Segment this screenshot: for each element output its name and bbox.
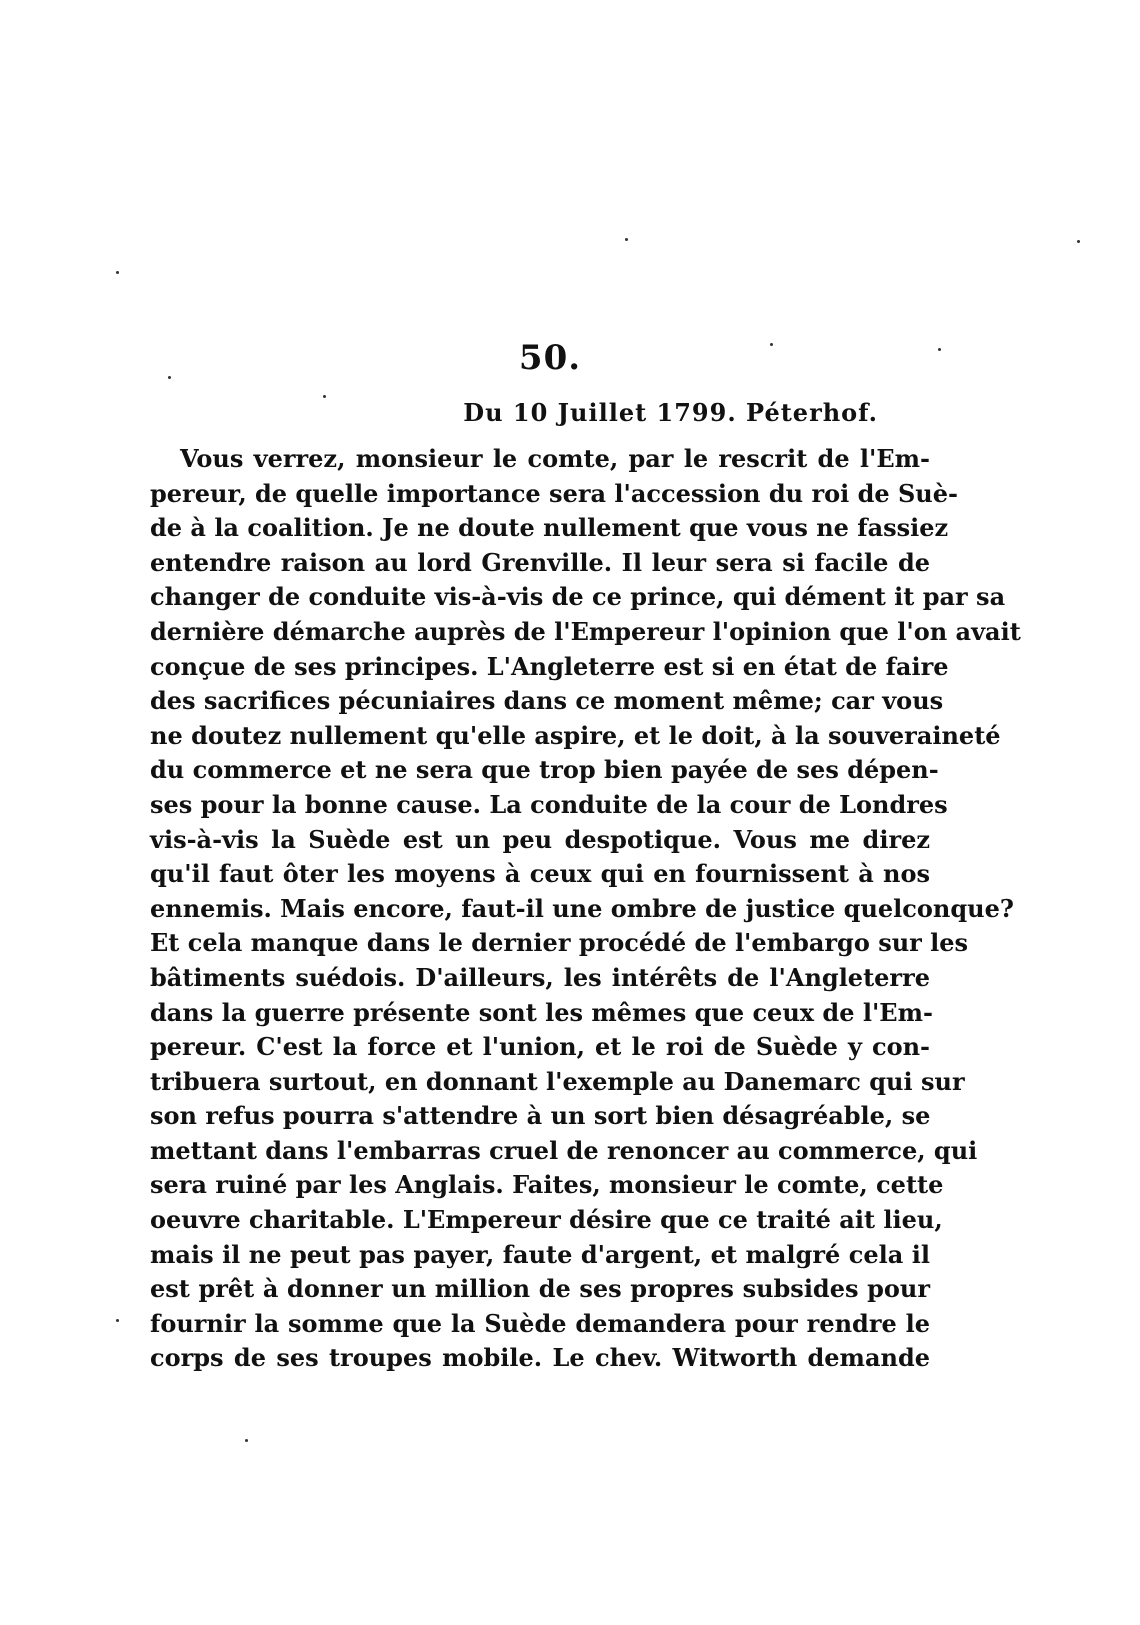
text-line: mettant dans l'embarras cruel de renoncer au commerce, qui (150, 1135, 978, 1165)
text-line: ne doutez nullement qu'elle aspire, et le doit, à la souveraineté (150, 720, 1001, 750)
scan-speck (938, 348, 941, 351)
text-line: conçue de ses principes. L'Angleterre est si en état de faire (150, 651, 949, 681)
scan-speck (323, 395, 326, 398)
text-line: sera ruiné par les Anglais. Faites, monsieur le comte, cette (150, 1170, 944, 1200)
text-line: pereur. C'est la force et l'union, et le roi de Suède y con- (150, 1032, 930, 1062)
text-line: Vous verrez, monsieur le comte, par le rescrit de l'Em- (180, 444, 930, 473)
text-line: pereur, de quelle importance sera l'accession du roi de Suè- (150, 478, 958, 508)
text-line: corps de ses troupes mobile. Le chev. Witworth demande (150, 1343, 930, 1373)
text-line: de à la coalition. Je ne doute nullement que vous ne fassiez (150, 513, 949, 543)
letter-body (150, 442, 1021, 1376)
text-line: oeuvre charitable. L'Empereur désire que ce traité ait lieu, (150, 1205, 943, 1235)
scan-speck (1077, 240, 1080, 243)
letter-number: 50. (518, 338, 582, 378)
text-line: du commerce et ne sera que trop bien payée de ses dépen- (150, 755, 939, 785)
text-line: changer de conduite vis-à-vis de ce prince, qui dément it par sa (150, 582, 1006, 612)
text-line: tribuera surtout, en donnant l'exemple au Danemarc qui sur (150, 1066, 965, 1096)
text-line: bâtiments suédois. D'ailleurs, les intérêts de l'Angleterre (150, 962, 930, 992)
scan-speck (770, 343, 773, 346)
scan-speck (168, 376, 171, 379)
text-line: des sacrifices pécuniaires dans ce moment même; car vous (150, 686, 944, 716)
text-line: dernière démarche auprès de l'Empereur l'opinion que l'on avait (150, 616, 1021, 646)
scan-speck (116, 271, 119, 274)
text-line: son refus pourra s'attendre à un sort bien désagréable, se (150, 1101, 931, 1131)
dateline: Du 10 Juillet 1799. Péterhof. (463, 398, 878, 427)
text-line: fournir la somme que la Suède demandera pour rendre le (150, 1308, 930, 1338)
scan-speck (625, 238, 628, 241)
text-line: entendre raison au lord Grenville. Il leur sera si facile de (150, 547, 930, 577)
text-line: ses pour la bonne cause. La conduite de la cour de Londres (150, 789, 948, 819)
scan-speck (116, 1319, 119, 1322)
text-line: qu'il faut ôter les moyens à ceux qui en fournissent à nos (150, 859, 930, 889)
text-line: est prêt à donner un million de ses propres subsides pour (150, 1274, 930, 1304)
text-line: mais il ne peut pas payer, faute d'argent, et malgré cela il (150, 1239, 930, 1269)
text-line: Et cela manque dans le dernier procédé de l'embargo sur les (150, 928, 969, 958)
text-line: dans la guerre présente sont les mêmes que ceux de l'Em- (150, 997, 933, 1027)
text-line: vis-à-vis la Suède est un peu despotique. Vous me direz (150, 824, 930, 854)
scan-speck (245, 1439, 248, 1442)
text-line: ennemis. Mais encore, faut-il une ombre de justice quelconque? (150, 893, 1014, 923)
